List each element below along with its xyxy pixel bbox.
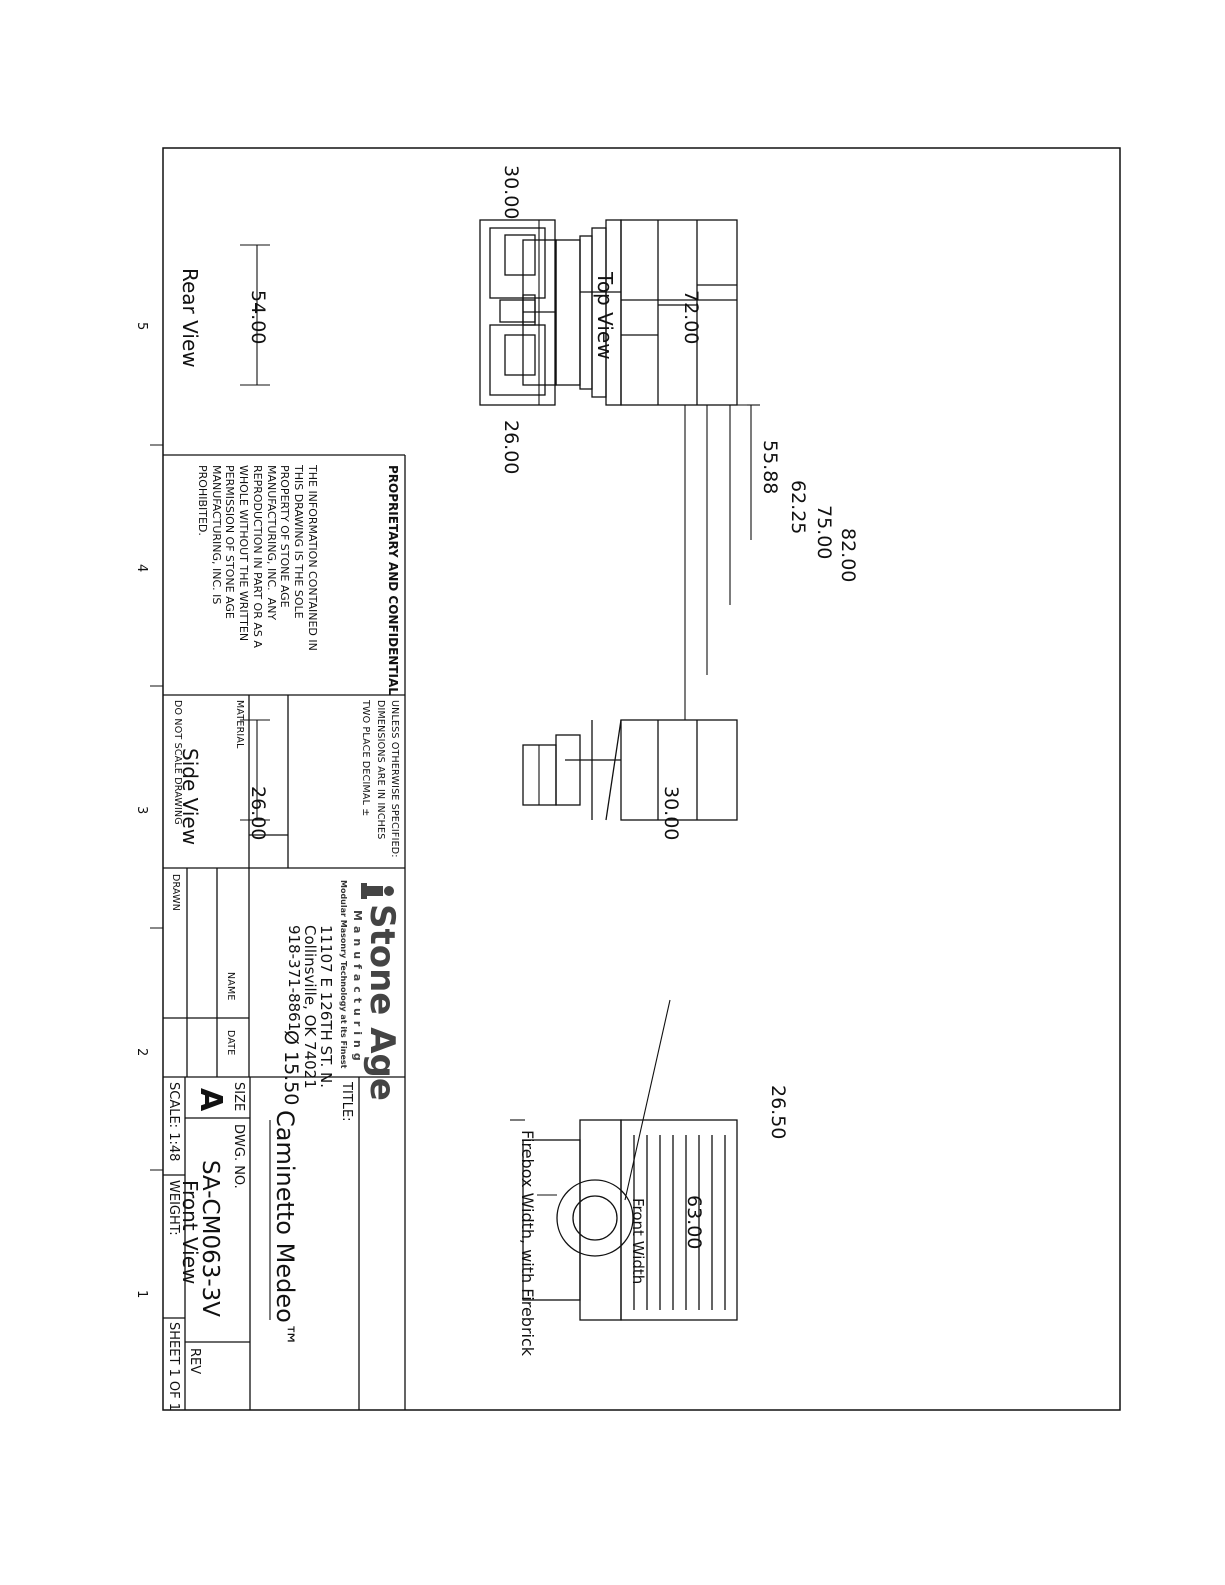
dim-front-diameter: Ø 15.50 — [280, 1030, 302, 1106]
dim-rear-height: 72.00 — [680, 290, 702, 345]
do-not-scale: DO NOT SCALE DRAWING — [172, 700, 183, 825]
dim-rear-width: 54.00 — [247, 290, 269, 345]
proprietary-text: THE INFORMATION CONTAINED IN THIS DRAWING IS THE SOLE PROPERTY OF STONE AGE MANUFACTURING, INC. ANY REPRODUCTION IN PART OR AS A WHOLE WITHOUT THE WRITTEN PERMISSION OF STONE AGE MANUFACTURING, INC. IS PROHIBITED. — [196, 465, 319, 651]
zone-ticks — [150, 445, 163, 1170]
top-view-label: Top View — [593, 272, 617, 360]
dwg-no-label: DWG. NO. — [231, 1124, 246, 1189]
zone-5: 5 — [134, 322, 149, 331]
rear-view-label: Rear View — [178, 268, 202, 368]
dim-front-width: 63.00 — [683, 1195, 705, 1250]
weight-label: WEIGHT: — [166, 1180, 181, 1236]
drawn-label: DRAWN — [170, 874, 181, 912]
material-label: MATERIAL — [234, 700, 245, 749]
side-view-label: Side View — [178, 748, 202, 846]
rev-label: REV — [187, 1348, 202, 1375]
dwg-no: SA-CM063-3V — [197, 1160, 223, 1318]
unless-specified: UNLESS OTHERWISE SPECIFIED: — [389, 700, 400, 858]
scale-label: SCALE: 1:48 — [166, 1082, 181, 1162]
zone-3: 3 — [134, 806, 149, 815]
logo-name: Stone Age — [362, 904, 402, 1101]
dim-rear-d1: 55.88 — [759, 440, 781, 495]
zone-2: 2 — [134, 1048, 149, 1057]
drawing-title: Caminetto Medeo™ — [271, 1110, 299, 1347]
note-firebox: Firebox Width, with Firebrick — [518, 1130, 537, 1357]
size-value: A — [193, 1088, 228, 1112]
note-front-width: Front Width — [629, 1198, 647, 1285]
zone-4: 4 — [134, 564, 149, 573]
title-label: TITLE: — [339, 1082, 354, 1122]
dim-rear-d3: 75.00 — [813, 505, 835, 560]
dim-side-width: 26.00 — [247, 786, 269, 841]
sheet-label: SHEET 1 OF 1 — [166, 1322, 181, 1412]
dim-top-width: 30.00 — [500, 165, 522, 220]
dim-top-depth: 26.00 — [500, 420, 522, 475]
size-label: SIZE — [231, 1082, 246, 1112]
dim-rear-d2: 62.25 — [787, 480, 809, 535]
dims-inches: DIMENSIONS ARE IN INCHES — [375, 700, 386, 840]
logo-sub: Manufacturing — [351, 910, 364, 1066]
dim-front-firebox: 26.50 — [767, 1085, 789, 1140]
front-view-label: Front View — [178, 1180, 202, 1285]
name-label: NAME — [225, 972, 236, 1001]
date-label: DATE — [225, 1030, 236, 1056]
zone-1: 1 — [134, 1290, 149, 1299]
dim-side-height: 30.00 — [660, 786, 682, 841]
dim-rear-d4: 82.00 — [837, 528, 859, 583]
proprietary-heading: PROPRIETARY AND CONFIDENTIAL — [386, 465, 400, 695]
logo-figure-icon — [355, 880, 395, 902]
two-place-decimal: TWO PLACE DECIMAL ± — [360, 700, 371, 817]
side-view-drawing — [523, 720, 737, 820]
logo-tagline: Modular Masonry Technology at its Finest — [339, 880, 348, 1069]
company-address: 11107 E 126TH ST. N. Collinsville, OK 74021 918-371-8861 — [285, 925, 335, 1089]
